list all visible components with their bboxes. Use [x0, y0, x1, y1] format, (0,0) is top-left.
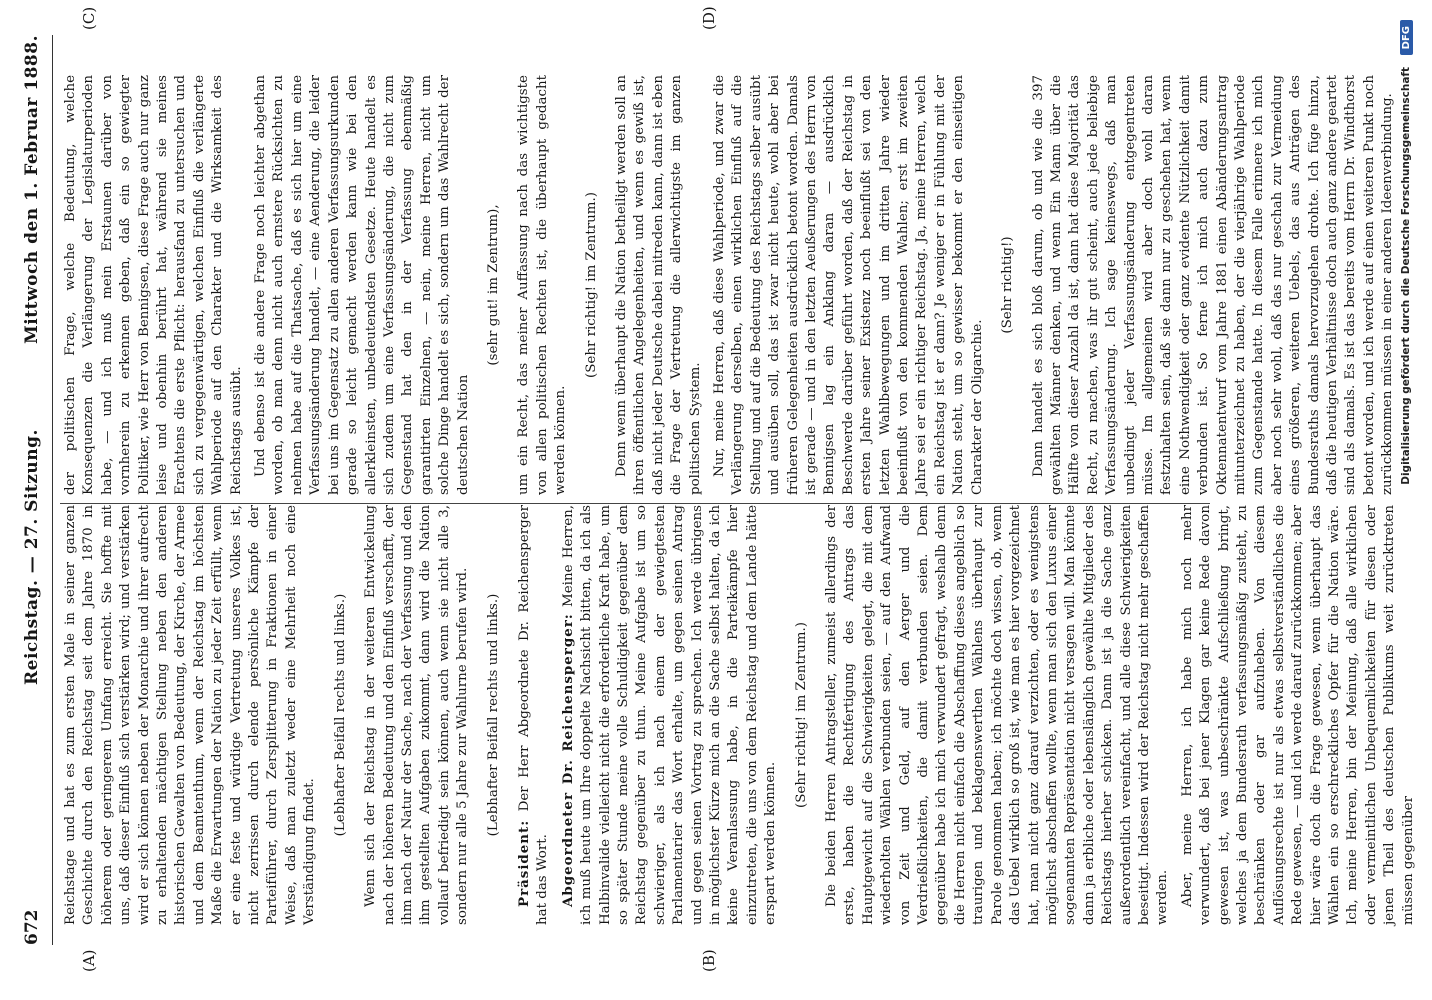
right-paragraph: Nur, meine Herren, daß diese Wahlperiode, und zwar die Verlängerung derselben, einen wirklichen Einfluß auf die Stellung und auf die Bedeutung des Reichstags selber ausübt und ausüben soll, das ist zwar nicht heute, wohl aber bei früheren Gelegenheiten ausdrücklich betont worden. Damals ist gerade — und in den letzten Aeußerungen des Herrn von Bennigsen lag ein Anklang daran — ausdrücklich Beschwerde darüber geführt worden, daß der Reichstag in ersten Jahre seiner Existenz noch beeinflußt sei von den letzten Wahlbewegungen und im dritten Jahre wieder beeinflußt von den kommenden Wahlen; erst im zweiten Jahre sei er ein richtiger Reichstag. Ja, meine Herren, welch ein Reichstag ist er dann? Je weniger er in Fühlung mit der Nation steht, um so gewisser bekommt er den einseitigen Charakter der Oligarchie.	[712, 75, 985, 495]
left-paragraph: Reichstage und hat es zum ersten Male in seiner ganzen Geschichte durch den Reichstag seit dem Jahre 1870 in höherem oder geringerem Umfang erreicht. Sie hoffte mit uns, daß dieser Einfluß sich verstärken wird; und verstärken wird er sich können neben der Monarchie und ihrer aufrecht zu erhaltenden mächtigen Stellung neben den anderen historischen Gewalten von Bedeutung, der Kirche, der Armee und dem Beamtenthum, wenn der Reichstag im höchsten Maße die Erwartungen der Nation zu jeder Zeit erfüllt, wenn er eine feste und würdige Vertretung unseres Volkes ist, nicht zerrissen durch elende persönliche Kämpfe der Parteiführer, durch Zersplitterung in Fraktionen in einer Weise, daß man zuletzt weder eine Mehrheit noch eine Verständigung findet.	[63, 505, 318, 925]
session-date: Mittwoch den 1. Februar 1888.	[22, 35, 42, 345]
applause-note: (Sehr richtig! im Zentrum.)	[583, 192, 599, 378]
speaker-paragraph	[559, 505, 781, 925]
left-column	[62, 505, 1416, 925]
applause-note: (Sehr richtig!)	[1000, 236, 1016, 334]
right-paragraph: um ein Recht, das meiner Auffassung nach das wichtigste von allen politischen Rechten ist, die überhaupt gedacht werden können.	[516, 75, 569, 495]
column-divider	[60, 503, 1210, 504]
right-paragraph: Dann handelt es sich bloß darum, ob und wie die 397 gewählten Männer denken, und wenn Ein Mann über die Hälfte von dieser Anzahl da ist, dann hat diese Majorität das Recht, zu machen, was ihr gut scheint, auch jede beliebige Verfassungsänderung. Ich sage keineswegs, daß man unbedingt jeder Verfassungsänderung entgegentreten müsse. Im allgemeinen wird aber doch wohl daran festzuhalten sein, daß sie dann nur zu geschehen hat, wenn eine Nothwendigkeit oder ganz evidente Nützlichkeit damit verbunden ist. So ferne ich mich auch dazu zum Oktennatentwurf vom Jahre 1881 einen Abänderungsantrag mitunterzeichnet zu haben, der die vierjährige Wahlperiode zum Gegenstande hatte. In diesem Falle erinnere ich mich aber noch sehr wohl, daß das nur geschah zur Vermeidung eines größeren, weiteren Uebels, das aus Anträgen des Bundesraths damals hervorzugehen drohte. Ich füge hinzu, daß die heutigen Verhältnisse doch auch ganz andere geartet sind als damals. Es ist das bereits vom Herrn Dr. Windthorst betont worden, und ich werde auf einen weiteren Punkt noch zurückkommen müssen in einer anderen Ideenverbindung.	[1030, 75, 1396, 495]
page-number: 672	[22, 909, 42, 945]
digitization-credit	[1400, 20, 1424, 720]
dfg-logo: DFG	[1400, 20, 1413, 55]
right-paragraph: Und ebenso ist die andere Frage noch leichter abgethan worden, ob man denn nicht auch ernstere Rücksichten zu nehmen habe auf die Thatsache, daß es sich hier um eine Verfassungsänderung handelt, — eine Aenderung, die leider bei uns im Gegensatz zu allen anderen Verfassungsurkunden gerade so leicht gemacht werden kann wie bei den allerkleinsten, unbedeutendsten Gesetze. Heute handelt es sich zudem um eine Verfassungsänderung, die nicht zum Gegenstand hat den in der Verfassung ebenmäßig garantirten Einzelnen, — nein, meine Herren, nicht um solche Dinge handelt es sich, sondern um das Wahlrecht der deutschen Nation	[253, 75, 471, 495]
margin-mark-a: (A)	[80, 949, 98, 972]
applause-note: (sehr gut! im Zentrum),	[485, 204, 501, 366]
president-line	[515, 505, 553, 925]
page-header	[22, 35, 48, 945]
right-paragraph: Denn wenn überhaupt die Nation betheiligt werden soll an ihren öffentlichen Angelegenheiten, und wenn es gewiß ist, daß nicht jeder Deutsche dabei mitreden kann, dann ist eben die Frage der Vertretung die allerwichtigste im ganzen politischen System.	[613, 75, 703, 495]
right-column	[62, 75, 1396, 495]
margin-mark-c: (C)	[80, 6, 98, 30]
right-paragraph: der politischen Frage, welche Bedeutung, welche Konsequenzen die Verlängerung der Legislaturperioden habe, — und ich muß mein Erstaunen darüber von vornherein zu erkennen geben, daß ein so gewiegter Politiker, wie Herr von Bennigsen, diese Frage auch nur ganz leise und obenhin berührt hat, während sie meines Erachtens die erste Pflicht: herausfand zu untersuchen und sich zu vergegenwärtigen, welchen Einfluß die verlängerte Wahlperiode auf den Charakter und die Wirksamkeit des Reichstags ausübt.	[63, 75, 244, 495]
left-paragraph: Die beiden Herren Antragsteller, zumeist allerdings der erste, haben die Rechtfertigung des Antrags das Hauptgewicht auf die Schwierigkeiten gelegt, die mit dem wiederholten Wählen verbunden seien, — auf den Aufwand von Zeit und Geld, auf den Aerger und die Verdrießlichkeiten, die damit verbunden seien. Dem gegenüber habe ich mich verwundert gefragt, weshalb denn die Herren nicht einfach die Abschaffung dieses angeblich so traurigen und beklagenswerthen Wählens überhaupt zur Parole genommen haben; ich möchte doch wissen, ob, wenn das Uebel wirklich so groß ist, wie man es hier vorgezeichnet hat, man nicht ganz darauf verzichten, oder es wenigstens möglichst abschaffen wollte, wenn man sich den Luxus einer sogenannten Repräsentation nicht versagen will. Man könnte dann ja erbliche oder lebenslänglich gewählte Mitglieder des Reichstags hierher schicken. Dann ist ja die Sache ganz außerordentlich vereinfacht, und alle diese Schwierigkeiten beseitigt. Indessen wird der Reichstag nicht mehr geschaffen werden.	[824, 505, 1171, 925]
header-rule	[52, 35, 53, 945]
speaker-label: Abgeordneter Dr. Reichensperger:	[559, 613, 576, 907]
left-paragraph: Wenn sich der Reichstag in der weiteren Entwickelung nach der höheren Bedeutung und den Einfluß verschafft, der ihm nach der Natur der Sache, nach der Verfassung und den ihm gestellten Aufgaben zukommt, dann wird die Nation vollauf befriedigt sein können, auch wenn sie nicht alle 3, sondern nur alle 5 Jahre zur Wahlurne berufen wird.	[363, 505, 471, 925]
margin-mark-b: (B)	[700, 949, 718, 972]
speaker-text: Meine Herren, ich muß heute um Ihre doppelte Nachsicht bitten, da ich als Halbinvalide vielleicht nicht die erforderliche Kraft habe, um so später Stunde meine volle Schuldigkeit gegenüber dem Reichstag gegenüber zu thun. Meine Aufgabe ist um so schwieriger, als ich nach einem der gewiegtesten Parlamentarier das Wort erhalte, um gegen seinen Antrag und gegen seinen Vortrag zu sprechen. Ich werde übrigens in möglichster Kürze mich an die Sache selbst halten, da ich keine Veranlassung habe, in die Parteikämpfe hier einzutreten, die uns von dem Reichstag und dem Lande hätte erspart werden können.	[560, 505, 779, 925]
president-text: Der Herr Abgeordnete Dr. Reichensperger hat das Wort.	[516, 505, 551, 925]
left-paragraph: Aber, meine Herren, ich habe mich noch mehr verwundert, daß bei jener Klagen gar keine Rede davon gewesen ist, was unbeschränkte Aufschließung bringt, welches ja dem Bundesrath verfassungsmäßig zusteht, zu beschränken oder gar aufzuheben. Von diesem Auflösungsrechte ist nur als etwas selbstverständliches die Rede gewesen, — und ich werde darauf zurückkommen; aber hier wäre doch die Frage gewesen, wenn überhaupt das Wählen ein so erschreckliches Opfer für die Nation wäre. Ich, meine Herren, bin der Meinung, daß alle wirklichen oder vermeintlichen Unbequemlichkeiten für diesen oder jenen Theil des deutschen Publikums weit zurücktreten müssen gegenüber	[1179, 505, 1416, 925]
margin-mark-d: (D)	[700, 6, 718, 30]
session-title: Reichstag. — 27. Sitzung.	[22, 429, 42, 685]
president-label: Präsident:	[515, 819, 532, 907]
credit-text: Digitalisierung gefördert durch die Deutsche Forschungsgemeinschaft	[1400, 67, 1412, 485]
applause-note: (Lebhafter Beifall rechts und links.)	[332, 593, 348, 837]
applause-note: (Lebhafter Beifall rechts und links.)	[485, 593, 501, 837]
applause-note: (Sehr richtig! im Zentrum.)	[793, 622, 809, 808]
